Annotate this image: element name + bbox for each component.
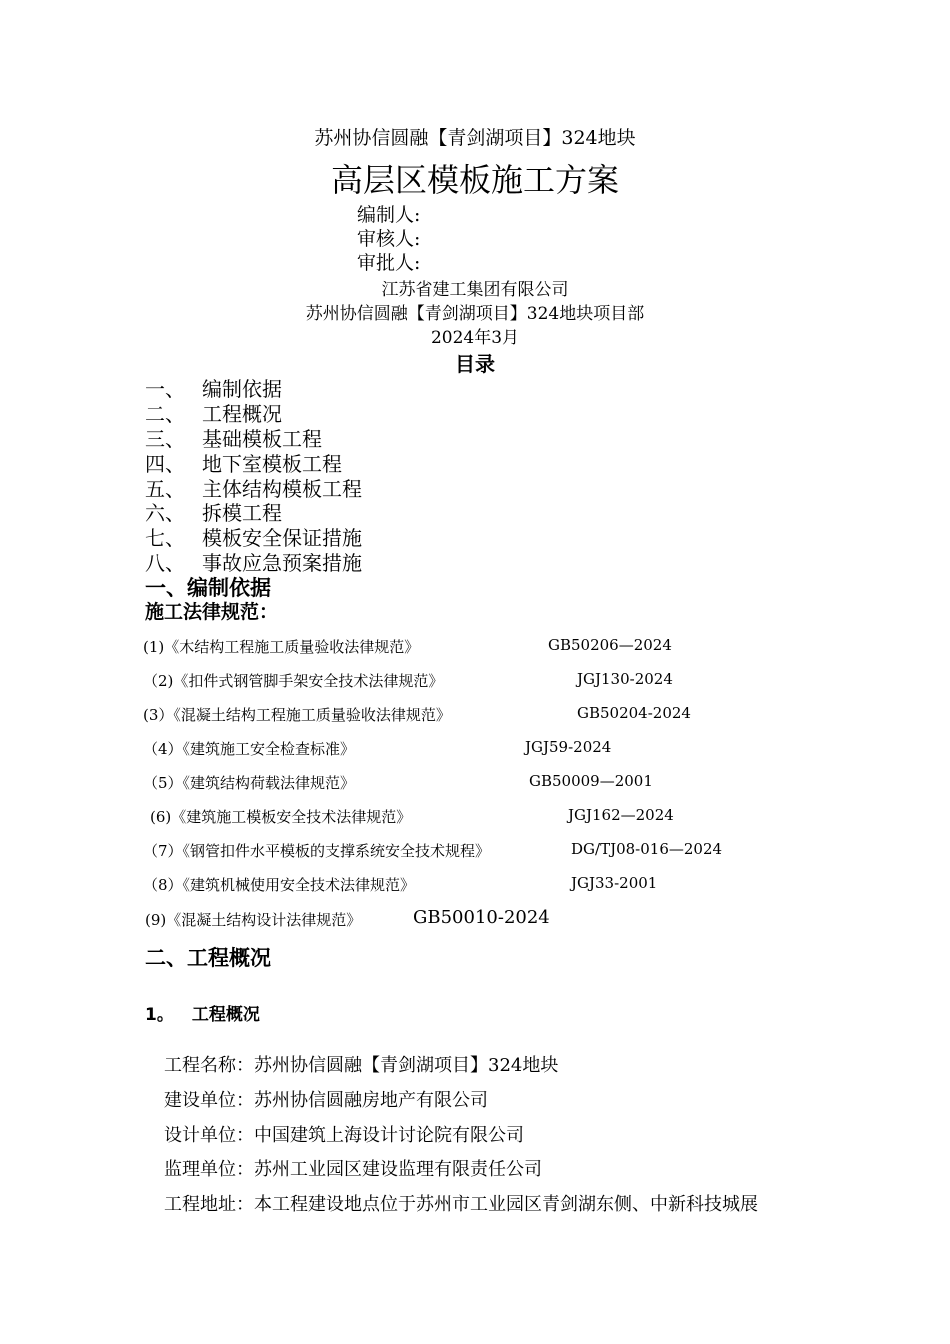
compiler-label: 编制人:: [357, 204, 421, 226]
toc-item-number: 四、: [145, 452, 185, 476]
law-name: (1)《木结构工程施工质量验收法律规范》: [143, 638, 420, 656]
law-code: GB50009—2001: [529, 772, 653, 790]
law-name: （5）《建筑结构荷载法律规范》: [143, 774, 356, 792]
law-name: （8）《建筑机械使用安全技术法律规范》: [143, 876, 416, 894]
toc-item-number: 六、: [145, 501, 185, 525]
toc-item-number: 五、: [145, 477, 185, 501]
toc-title: 目录: [455, 352, 495, 376]
law-code: JGJ59-2024: [525, 738, 612, 756]
project-info-line: 建设单位：苏州协信圆融房地产有限公司: [164, 1090, 488, 1111]
toc-item-number: 三、: [145, 427, 185, 451]
document-date: 2024年3月: [430, 328, 520, 348]
toc-item-label: 基础模板工程: [202, 427, 322, 451]
toc-item-label: 事故应急预案措施: [202, 551, 362, 575]
law-name: （7）《钢管扣件水平模板的支撑系统安全技术规程》: [143, 842, 491, 860]
toc-item-label: 模板安全保证措施: [202, 526, 362, 550]
toc-item-label: 地下室模板工程: [202, 452, 342, 476]
law-code: GB50206—2024: [548, 636, 672, 654]
department-name: 苏州协信圆融【青剑湖项目】324地块项目部: [305, 304, 645, 324]
law-name: (3）《混凝土结构工程施工质量验收法律规范》: [143, 706, 451, 724]
toc-item-label: 编制依据: [202, 377, 282, 401]
toc-item-label: 主体结构模板工程: [202, 477, 362, 501]
subsection-heading: [145, 1000, 260, 1025]
subsection-title: 工程概况: [191, 1005, 260, 1025]
law-name: (9)《混凝土结构设计法律规范》: [145, 911, 362, 929]
toc-item-label: 拆模工程: [202, 501, 282, 525]
law-code: DG/TJ08-016—2024: [571, 840, 723, 858]
section-subheading: 施工法律规范：: [145, 601, 279, 623]
project-info-line: 工程地址：本工程建设地点位于苏州市工业园区青剑湖东侧、中新科技城展: [164, 1194, 758, 1215]
document-title: 高层区模板施工方案: [330, 161, 619, 199]
project-info-line: 工程名称：苏州协信圆融【青剑湖项目】324地块: [164, 1055, 559, 1076]
law-name: （2)《扣件式钢管脚手架安全技术法律规范》: [143, 672, 444, 690]
law-code: JGJ130-2024: [577, 670, 673, 688]
project-subtitle: 苏州协信圆融【青剑湖项目】324地块: [314, 127, 636, 149]
project-info-line: 设计单位：中国建筑上海设计讨论院有限公司: [164, 1125, 524, 1146]
toc-item-number: 八、: [145, 551, 185, 575]
company-name: 江苏省建工集团有限公司: [381, 280, 569, 300]
section-heading: 一、编制依据: [145, 576, 271, 600]
subsection-number: 1。: [145, 1005, 174, 1025]
toc-item-number: 一、: [145, 377, 185, 401]
approver-label: 审批人:: [357, 252, 421, 274]
law-code: JGJ33-2001: [571, 874, 658, 892]
law-name: (6)《建筑施工模板安全技术法律规范》: [150, 808, 412, 826]
toc-item-label: 工程概况: [202, 402, 282, 426]
toc-item-number: 七、: [145, 526, 185, 550]
law-code: JGJ162—2024: [568, 806, 674, 824]
reviewer-label: 审核人:: [357, 228, 421, 250]
toc-item-number: 二、: [145, 402, 185, 426]
law-code: GB50204-2024: [577, 704, 691, 722]
law-name: （4）《建筑施工安全检查标准》: [143, 740, 356, 758]
project-info-line: 监理单位：苏州工业园区建设监理有限责任公司: [164, 1159, 542, 1180]
law-code: GB50010-2024: [413, 907, 550, 928]
section-heading: 二、工程概况: [145, 946, 271, 970]
